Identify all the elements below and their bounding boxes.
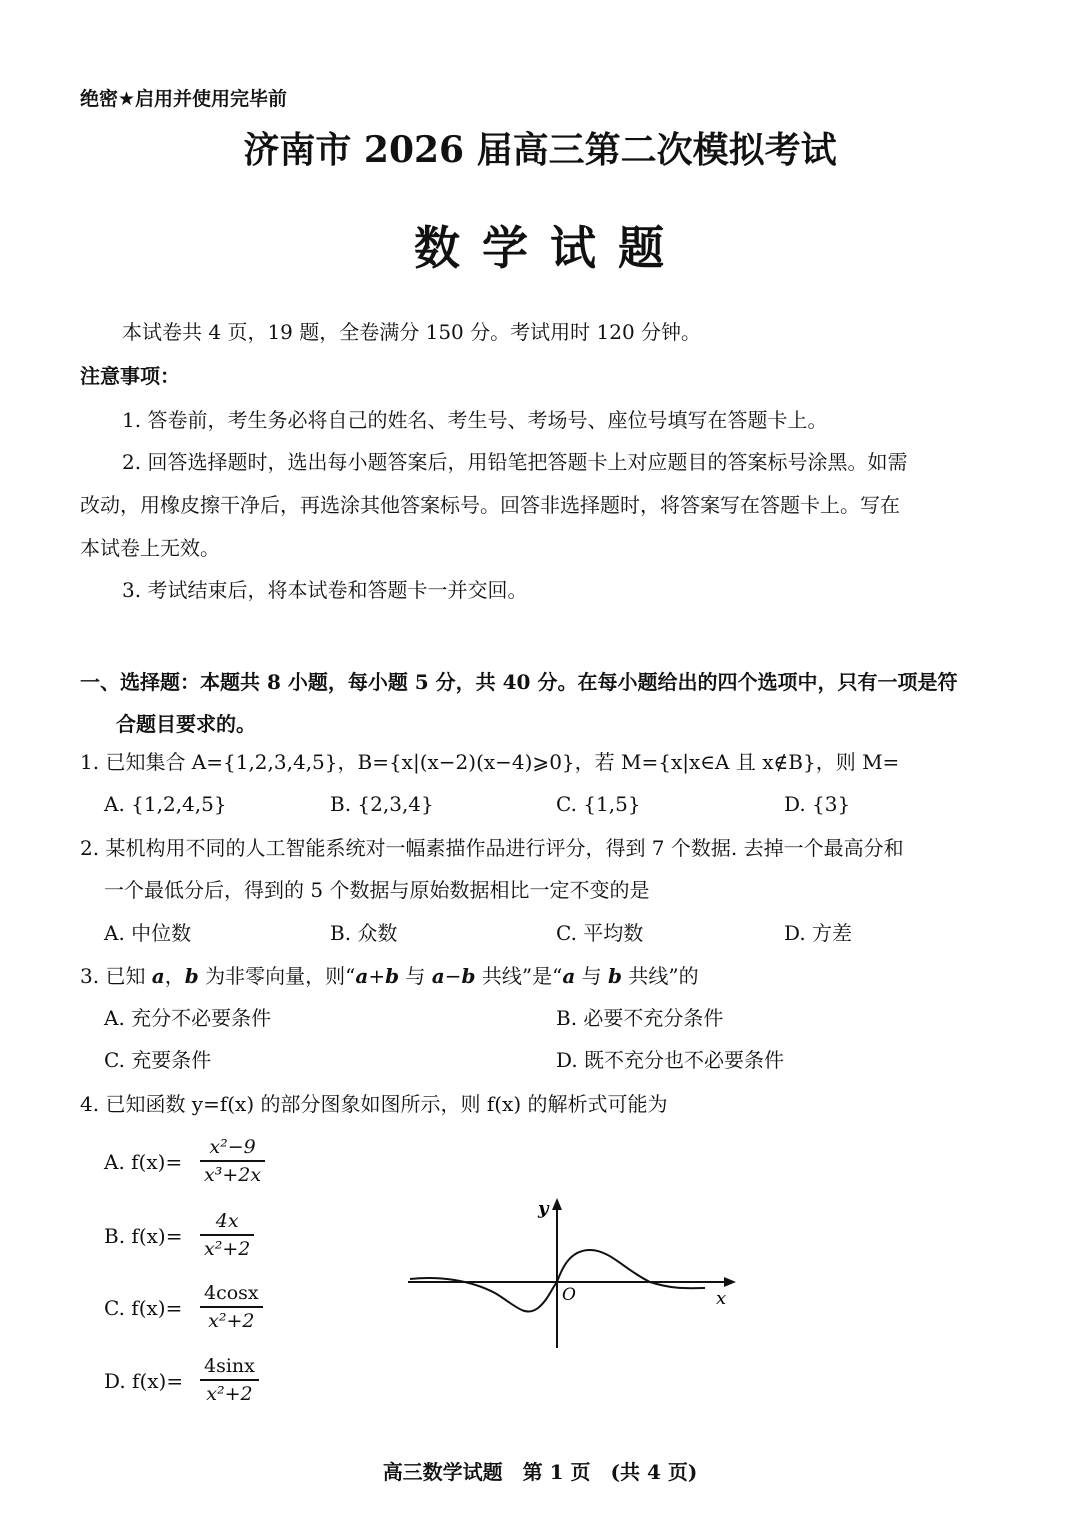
origin-label: O — [562, 1285, 576, 1305]
exam-title: 济南市 2026 届高三第二次模拟考试 — [243, 129, 837, 171]
section-heading-cont: 合题目要求的。 — [116, 712, 256, 736]
note-item: 本试卷上无效。 — [80, 536, 220, 560]
note-item: 1. 答卷前，考生务必将自己的姓名、考生号、考场号、座位号填写在答题卡上。 — [122, 408, 828, 432]
q4-option-b-fraction: 4x x²+2 — [200, 1210, 254, 1260]
notes-heading: 注意事项： — [80, 364, 180, 388]
q2-option-c: C. 平均数 — [556, 921, 644, 945]
note-item: 2. 回答选择题时，选出每小题答案后，用铅笔把答题卡上对应题目的答案标号涂黑。如需 — [122, 450, 908, 474]
q4-option-d-fraction: 4sinx x²+2 — [200, 1355, 259, 1405]
note-item: 3. 考试结束后，将本试卷和答题卡一并交回。 — [122, 578, 528, 602]
q1-option-d: D. {3} — [784, 792, 851, 816]
question-4-stem: 4. 已知函数 y=f(x) 的部分图象如图所示，则 f(x) 的解析式可能为 — [80, 1092, 668, 1116]
q2-option-a: A. 中位数 — [104, 921, 192, 945]
x-axis-arrow — [724, 1277, 736, 1287]
q1-option-b: B. {2,3,4} — [330, 792, 434, 816]
q4-option-a-prefix: A. f(x)= — [104, 1150, 183, 1174]
page-footer: 高三数学试题 第 1 页 (共 4 页) — [382, 1460, 698, 1484]
q3-option-d: D. 既不充分也不必要条件 — [556, 1048, 785, 1072]
section-heading: 一、选择题：本题共 8 小题，每小题 5 分，共 40 分。在每小题给出的四个选项中，只有一项是符 — [80, 670, 958, 694]
y-axis-label: y — [538, 1198, 549, 1219]
x-axis-label: x — [716, 1288, 727, 1309]
question-3-stem: 3. 已知 a，b 为非零向量，则“a+b 与 a−b 共线”是“a 与 b 共线”的 — [80, 964, 699, 988]
intro-text: 本试卷共 4 页，19 题，全卷满分 150 分。考试用时 120 分钟。 — [122, 320, 702, 344]
q4-option-d-prefix: D. f(x)= — [104, 1369, 184, 1393]
q3-option-b: B. 必要不充分条件 — [556, 1006, 724, 1030]
q4-option-c-fraction: 4cosx x²+2 — [200, 1282, 263, 1332]
function-graph — [400, 1190, 750, 1360]
q2-option-d: D. 方差 — [784, 921, 853, 945]
q1-option-c: C. {1,5} — [556, 792, 641, 816]
q3-option-c: C. 充要条件 — [104, 1048, 212, 1072]
q4-option-a-fraction: x²−9 x³+2x — [200, 1136, 265, 1186]
question-2-stem: 2. 某机构用不同的人工智能系统对一幅素描作品进行评分，得到 7 个数据. 去掉一个最高分和 — [80, 836, 904, 860]
question-1-stem: 1. 已知集合 A={1,2,3,4,5}，B={x|(x−2)(x−4)⩾0}，若 M={x|x∈A 且 x∉B}，则 M= — [80, 750, 900, 774]
q1-option-a: A. {1,2,4,5} — [104, 792, 227, 816]
q2-option-b: B. 众数 — [330, 921, 398, 945]
subject-title: 数学试题 — [414, 221, 686, 275]
q4-option-b-prefix: B. f(x)= — [104, 1224, 183, 1248]
q4-option-c-prefix: C. f(x)= — [104, 1296, 183, 1320]
note-item: 改动，用橡皮擦干净后，再选涂其他答案标号。回答非选择题时，将答案写在答题卡上。写在 — [80, 493, 900, 517]
y-axis-arrow — [552, 1198, 562, 1210]
secret-label: 绝密★启用并使用完毕前 — [80, 88, 288, 110]
question-2-stem-cont: 一个最低分后，得到的 5 个数据与原始数据相比一定不变的是 — [104, 878, 650, 902]
q3-option-a: A. 充分不必要条件 — [104, 1006, 272, 1030]
